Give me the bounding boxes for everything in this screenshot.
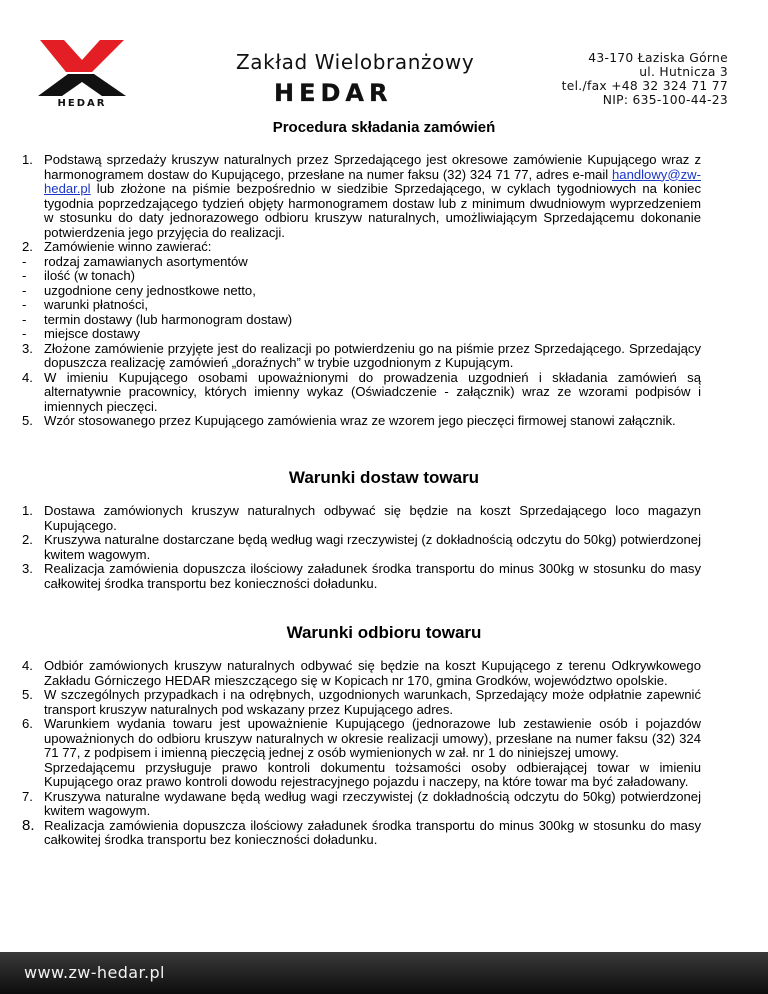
- hedar-logo: [34, 36, 130, 108]
- list-marker: -: [22, 282, 27, 298]
- list-item-paragraph: Warunkiem wydania towaru jest upoważnienie Kupującego (jednorazowe lub zestawienie osób i pojazdów upoważnionych do odbioru kruszyw naturalnych w okresie realizacji umowy), przesłane na numer faksu (32) 324 71 77, z podpisem i imienną pieczęcią jednej z osób wymienionych w zał. nr 1 do niniejszej umowy.: [44, 716, 701, 760]
- section-title-delivery-terms: Warunki dostaw towaru: [288, 468, 480, 487]
- brand-text: HEDAR: [274, 80, 393, 106]
- list-marker: 3.: [22, 561, 33, 576]
- list-item: [22, 414, 701, 429]
- list-item-text: W imieniu Kupującego osobami upoważnionymi do prowadzenia uzgodnień i składania zamówień są alternatywnie pracownicy, których imienny wykaz (Oświadczenie - załącznik) wraz ze wzorami podpisów i imiennych pieczęci.: [44, 369, 701, 414]
- footer-bar: [0, 952, 768, 994]
- pickup-terms-list: [22, 659, 701, 848]
- list-item: [22, 240, 701, 255]
- delivery-terms-list: [22, 504, 701, 591]
- list-marker: 8.: [22, 816, 35, 834]
- list-marker: -: [22, 326, 27, 341]
- list-item-text: W szczególnych przypadkach i na odrębnych, uzgodnionych warunkach, Sprzedający może odpłatnie zapewnić transport kruszyw naturalnych pod wskazany przez Kupującego adres.: [44, 687, 701, 717]
- list-item: [22, 269, 701, 284]
- list-marker: 7.: [22, 788, 33, 804]
- list-marker: 6.: [22, 716, 33, 731]
- nip-line: NIP: 635-100-44-23: [602, 93, 728, 107]
- list-marker: 5.: [22, 413, 33, 428]
- list-item-text: Podstawą sprzedaży kruszyw naturalnych przez Sprzedającego jest okresowe zamówienie Kupującego wraz z harmonogramem dostaw do Kupującego, przesłane na numer faksu (32) 324 71 77, adres e-mail handlowy@zw-hedar.pl lub złożone na piśmie bezpośrednio w siedzibie Sprzedającego, w cyklach tygodniowych na koniec tygodnia poprzedzającego tydzień objęty harmonogramem dostaw lub z minimum dwudniowym wyprzedzeniem w stosunku do daty jednorazowego odbioru kruszyw naturalnych, umożliwiającym Sprzedającemu dokonanie potwierdzenia jego przyjęcia do realizacji.: [44, 152, 701, 240]
- address-line-1: 43-170 Łaziska Górne: [588, 51, 728, 65]
- list-marker: 4.: [22, 658, 33, 673]
- list-marker: 3.: [22, 340, 33, 356]
- list-item-text: Kruszywa naturalne dostarczane będą według wagi rzeczywistej (z dokładnością odczytu do 50kg) potwierdzonej kwitem wagowym.: [44, 532, 701, 562]
- list-marker: 1.: [22, 503, 33, 518]
- list-marker: -: [22, 268, 27, 283]
- list-marker: 5.: [22, 687, 33, 702]
- list-item-text: Realizacja zamówienia dopuszcza ilościowy załadunek środka transportu do minus 300kg w stosunku do masy całkowitej środka transportu bez konieczności doładunku.: [44, 817, 701, 847]
- list-item-paragraph: Sprzedającemu przysługuje prawo kontroli dokumentu tożsamości osoby odbierającej towar w imieniu Kupującego oraz prawo kontroli dowodu rejestracyjnego pojazdu i naczepy, na które towar ma być załadowany.: [44, 759, 701, 789]
- list-item: [22, 371, 701, 415]
- company-header: [236, 50, 476, 111]
- list-item: [22, 816, 701, 848]
- footer-website[interactable]: www.zw-hedar.pl: [24, 963, 165, 982]
- list-item: [22, 688, 701, 717]
- list-item: [22, 504, 701, 533]
- svg-text:HEDAR: HEDAR: [57, 98, 107, 108]
- list-marker: 1.: [22, 152, 33, 167]
- list-item: [22, 284, 701, 299]
- list-item-text: warunki płatności,: [44, 297, 149, 312]
- list-item: [22, 298, 701, 313]
- list-item: [22, 255, 701, 270]
- list-item-text: uzgodnione ceny jednostkowe netto,: [44, 282, 256, 298]
- list-item-text: rodzaj zamawianych asortymentów: [44, 253, 248, 269]
- list-marker: -: [22, 297, 27, 312]
- list-item: [22, 717, 701, 790]
- list-marker: -: [22, 253, 27, 269]
- list-item: [22, 342, 701, 371]
- section-title-pickup-terms: Warunki odbioru towaru: [286, 623, 482, 642]
- list-item: [22, 327, 701, 342]
- list-item: [22, 562, 701, 591]
- list-item: [22, 153, 701, 240]
- list-marker: 4.: [22, 369, 33, 385]
- address-line-2: ul. Hutnicza 3: [639, 65, 728, 79]
- company-address: [562, 51, 728, 107]
- list-item-text: miejsce dostawy: [44, 326, 141, 341]
- list-item-text: Realizacja zamówienia dopuszcza ilościowy załadunek środka transportu do minus 300kg w stosunku do masy całkowitej środka transportu bez konieczności doładunku.: [44, 561, 701, 591]
- list-marker: -: [22, 311, 27, 327]
- hedar-logo-mark: [34, 36, 130, 108]
- company-name: Zakład Wielobranżowy: [236, 50, 475, 74]
- list-item-text: Kruszywa naturalne wydawane będą według wagi rzeczywistej (z dokładnością odczytu do 50kg) potwierdzonej kwitem wagowym.: [44, 788, 701, 818]
- section-title-order-procedure: Procedura składania zamówień: [272, 119, 496, 136]
- list-marker: 2.: [22, 532, 33, 547]
- list-item: [22, 533, 701, 562]
- email-link[interactable]: handlowy@zw-hedar.pl: [44, 166, 701, 196]
- phone-line: tel./fax +48 32 324 71 77: [561, 79, 728, 93]
- brand-wordmark-graphic: [274, 80, 434, 106]
- list-item: [22, 790, 701, 819]
- list-marker: 2.: [22, 239, 33, 254]
- list-item-text: Zamówienie winno zawierać:: [44, 239, 212, 254]
- list-item-text: Odbiór zamówionych kruszyw naturalnych odbywać się będzie na koszt Kupującego z terenu Odkrywkowego Zakładu Górniczego HEDAR mieszczącego się w Kopicach nr 170, gmina Grodków, województwo opolskie.: [44, 658, 701, 688]
- list-item-text: Złożone zamówienie przyjęte jest do realizacji po potwierdzeniu go na piśmie przez Sprzedającego. Sprzedający dopuszcza realizację zamówień „doraźnych” w trybie uzgodnionym z Kupującym.: [44, 340, 701, 370]
- brand-wordmark: [274, 80, 476, 111]
- list-item-text: Dostawa zamówionych kruszyw naturalnych odbywać się będzie na koszt Sprzedającego loco magazyn Kupującego.: [44, 503, 701, 533]
- list-item-text: Wzór stosowanego przez Kupującego zamówienia wraz ze wzorem jego pieczęci firmowej stanowi załącznik.: [44, 413, 676, 428]
- list-item-text: termin dostawy (lub harmonogram dostaw): [44, 311, 293, 327]
- list-item-text: [44, 717, 701, 790]
- list-item: [22, 659, 701, 688]
- order-procedure-list: [22, 153, 701, 429]
- list-item-text: ilość (w tonach): [44, 268, 135, 283]
- list-item: [22, 313, 701, 328]
